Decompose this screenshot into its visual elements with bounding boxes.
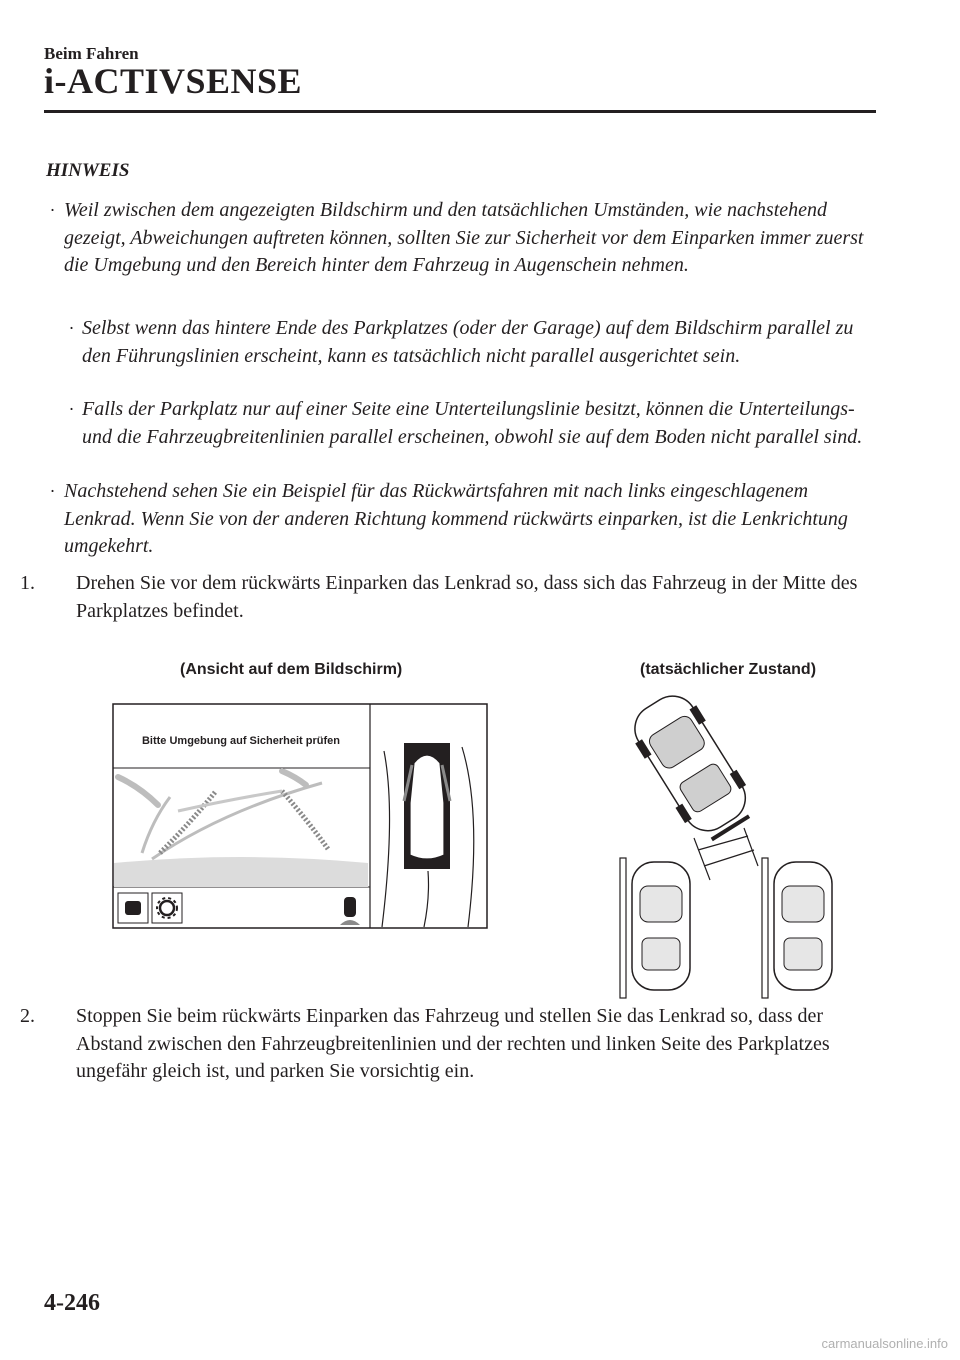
topview-car <box>410 755 444 859</box>
camera-screen-figure <box>112 703 488 929</box>
windshield <box>782 886 824 922</box>
page-number: 4-246 <box>44 1290 100 1316</box>
note-subitem-text: Selbst wenn das hintere Ende des Parkplatzes (oder der Garage) auf dem Bildschirm parallel zu den Führungslinien erscheint, kann es tatsächlich nicht parallel ausgerichtet sein. <box>82 317 854 367</box>
note-heading: HINWEIS <box>46 160 130 181</box>
screen-banner-text: Bitte Umgebung auf Sicherheit prüfen <box>141 735 341 747</box>
step-number: 2. <box>20 1005 35 1027</box>
note-item <box>50 478 874 561</box>
rear-window <box>642 938 680 970</box>
reversing-car <box>622 690 761 849</box>
note-item-text: Weil zwischen dem angezeigten Bildschirm und den tatsächlichen Umständen, wie nachstehend gezeigt, Abweichungen auftreten können, sollten Sie zur Sicherheit vor dem Einparken immer zuerst die Umgebung und den Bereich hinter dem Fahrzeug in Augenschein nehmen. <box>64 199 864 276</box>
step-text: Drehen Sie vor dem rückwärts Einparken das Lenkrad so, dass sich das Fahrzeug in der Mitte des Parkplatzes befindet. <box>76 572 858 622</box>
watermark: carmanualsonline.info <box>821 1336 948 1351</box>
step-text: Stoppen Sie beim rückwärts Einparken das Fahrzeug und stellen Sie das Lenkrad so, dass der Abstand zwischen den Fahrzeugbreitenlinien und der rechten und linken Seite des Parkplatzes ungefähr gleich ist, und parken Sie vorsichtig ein. <box>76 1005 830 1082</box>
note-subitem-text: Falls der Parkplatz nur auf einer Seite eine Unterteilungslinie besitzt, können die Unterteilungs- und die Fahrzeugbreitenlinien parallel erscheinen, obwohl sie auf dem Boden nicht parallel sind. <box>82 398 863 448</box>
header-rule <box>44 110 876 113</box>
parked-car-left <box>632 862 690 990</box>
chapter-title: i-ACTIVSENSE <box>44 61 303 101</box>
bullet-icon: · <box>50 481 55 501</box>
step-item <box>20 1003 876 1086</box>
camera-view-glyph <box>125 901 141 915</box>
figure-caption-screen: (Ansicht auf dem Bildschirm) <box>180 661 403 678</box>
step-number: 1. <box>20 572 35 594</box>
section-title: Beim Fahren <box>44 44 139 63</box>
distance-guide <box>698 836 754 866</box>
bay-line <box>620 858 626 998</box>
bullet-icon: · <box>50 200 55 220</box>
note-subitem <box>69 315 882 370</box>
figure-caption-actual: (tatsächlicher Zustand) <box>640 661 817 678</box>
rear-window <box>784 938 822 970</box>
bullet-icon: · <box>69 399 74 419</box>
car-sensor-icon <box>344 897 356 917</box>
bay-line <box>762 858 768 998</box>
note-subitem <box>69 396 872 451</box>
windshield <box>640 886 682 922</box>
bumper-area <box>114 857 368 887</box>
note-item <box>50 197 874 280</box>
width-guide <box>694 828 758 880</box>
note-item-text: Nachstehend sehen Sie ein Beispiel für das Rückwärtsfahren mit nach links eingeschlagenem Lenkrad. Wenn Sie von der anderen Richtung kommend rückwärts einparken, ist die Lenkrichtung umgekehrt. <box>64 480 848 557</box>
bullet-icon: · <box>69 318 74 338</box>
parked-car-right <box>774 862 832 990</box>
step-item <box>20 570 876 625</box>
actual-situation-figure <box>598 690 838 1000</box>
